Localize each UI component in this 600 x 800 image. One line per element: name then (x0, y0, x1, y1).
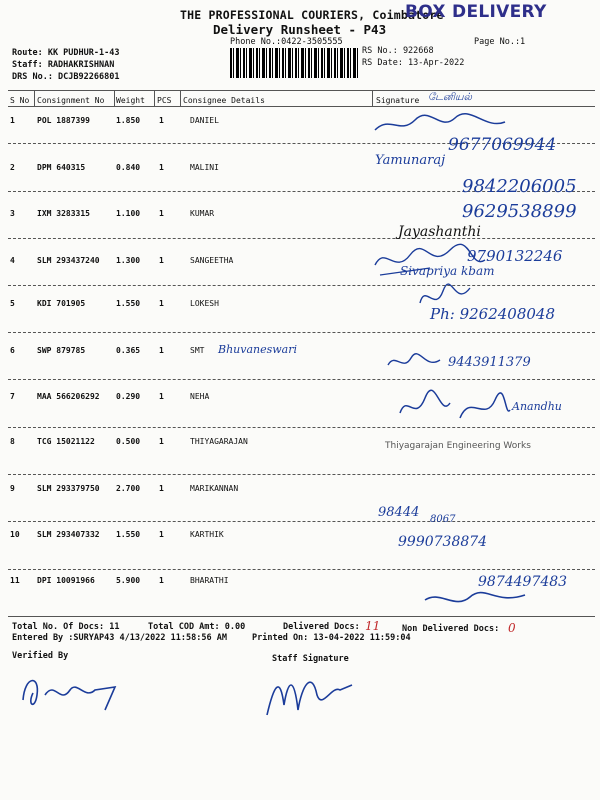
company-title: THE PROFESSIONAL COURIERS, Coimbatore (180, 8, 444, 22)
row-pcs: 1 (159, 437, 164, 446)
col-divider (114, 90, 115, 106)
staff-signature-label: Staff Signature (272, 654, 349, 664)
row-separator (8, 379, 595, 380)
row-separator (8, 332, 595, 333)
table-bottom-border (8, 616, 595, 617)
row-consignment: IXM 3283315 (37, 209, 90, 218)
row-consignment: DPM 640315 (37, 163, 86, 172)
row-consignee: SMT (190, 346, 205, 355)
handwritten-name: Jayashanthi (398, 224, 481, 240)
row-consignment: KDI 701905 (37, 299, 86, 308)
handwritten-phone: 9677069944 (448, 135, 557, 155)
row-sno: 2 (10, 163, 15, 172)
row-pcs: 1 (159, 346, 164, 355)
row-consignment: SLM 293379750 (37, 484, 100, 493)
row-separator (8, 238, 595, 239)
handwritten-phone: 9443911379 (448, 355, 531, 370)
handwritten-phone: 9790132246 (467, 247, 563, 265)
row-sno: 4 (10, 256, 15, 265)
row-pcs: 1 (159, 484, 164, 493)
verified-by-label: Verified By (12, 651, 69, 661)
row-separator (8, 474, 595, 475)
row-consignee: SANGEETHA (190, 256, 234, 265)
row-weight: 5.900 (116, 576, 141, 585)
handwritten-phone: Ph: 9262408048 (430, 305, 556, 323)
row-consignment: TCG 15021122 (37, 437, 95, 446)
row-sno: 10 (10, 530, 20, 539)
row-pcs: 1 (159, 299, 164, 308)
row-sno: 7 (10, 392, 15, 401)
route-label: Route: KK PUDHUR-1-43 (12, 48, 120, 58)
staff-label: Staff: RADHAKRISHNAN (12, 60, 115, 70)
rs-date: RS Date: 13-Apr-2022 (362, 58, 465, 68)
barcode (230, 48, 358, 78)
row-consignment: DPI 10091966 (37, 576, 95, 585)
row-pcs: 1 (159, 392, 164, 401)
row-consignee: NEHA (190, 392, 210, 401)
non-delivered-value: 0 (508, 621, 516, 635)
row-sno: 11 (10, 576, 20, 585)
phone-number: Phone No.:0422-3505555 (230, 37, 343, 47)
row-weight: 1.300 (116, 256, 141, 265)
signature-scribble (415, 283, 475, 313)
row-separator (8, 285, 595, 286)
total-cod: Total COD Amt: 0.00 (148, 622, 246, 632)
row-pcs: 1 (159, 163, 164, 172)
handwritten-name: Sivapriya kbam (400, 264, 495, 278)
col-header-weight: Weight (116, 96, 145, 105)
row-weight: 0.500 (116, 437, 141, 446)
box-delivery-stamp: BOX DELIVERY (405, 2, 547, 22)
handwritten-name: Yamunaraj (375, 153, 446, 168)
staff-signature (262, 665, 362, 725)
col-divider (34, 90, 35, 106)
row-pcs: 1 (159, 530, 164, 539)
row-consignment: SLM 293437240 (37, 256, 100, 265)
col-divider (372, 90, 373, 106)
row-separator (8, 521, 595, 522)
row-weight: 0.290 (116, 392, 141, 401)
handwritten-phone: 9874497483 (478, 574, 568, 590)
signature-scribble (395, 388, 515, 428)
handwritten-number: 98444 (378, 505, 420, 520)
row-sno: 5 (10, 299, 15, 308)
runsheet-title: Delivery Runsheet - P43 (213, 22, 387, 37)
entered-by: Entered By :SURYAP43 4/13/2022 11:58:56 AM (12, 633, 227, 643)
col-header-sno: S No (10, 96, 30, 105)
table-top-border (8, 90, 595, 91)
row-weight: 1.100 (116, 209, 141, 218)
verified-signature (15, 665, 125, 715)
handwritten-name: Bhuvaneswari (218, 343, 298, 356)
col-header-consignment: Consignment No (37, 96, 105, 105)
drs-number: DRS No.: DCJB92266801 (12, 72, 120, 82)
row-weight: 0.365 (116, 346, 141, 355)
row-pcs: 1 (159, 576, 164, 585)
row-sno: 1 (10, 116, 15, 125)
total-docs: Total No. Of Docs: 11 (12, 622, 120, 632)
row-sno: 8 (10, 437, 15, 446)
row-consignee: MALINI (190, 163, 219, 172)
row-consignment: SLM 293407332 (37, 530, 100, 539)
non-delivered-label: Non Delivered Docs: (402, 624, 500, 634)
row-consignee: KARTHIK (190, 530, 224, 539)
signature-scribble (370, 110, 510, 140)
signature-scribble (420, 585, 530, 615)
row-pcs: 1 (159, 256, 164, 265)
row-weight: 1.850 (116, 116, 141, 125)
row-weight: 2.700 (116, 484, 141, 493)
handwritten-phone: 9629538899 (462, 201, 577, 222)
delivered-docs-label: Delivered Docs: (283, 622, 360, 632)
signature-scribble (385, 350, 445, 375)
handwritten-name: Anandhu (512, 400, 562, 413)
delivered-docs-value: 11 (365, 619, 381, 633)
row-sno: 9 (10, 484, 15, 493)
handwritten-signature-head: டேனியல் (428, 92, 472, 103)
row-consignee: DANIEL (190, 116, 219, 125)
row-consignment: MAA 566206292 (37, 392, 100, 401)
col-header-consignee: Consignee Details (183, 96, 265, 105)
table-header-border (8, 106, 595, 107)
row-weight: 1.550 (116, 299, 141, 308)
handwritten-phone: 9990738874 (398, 534, 488, 550)
row-pcs: 1 (159, 209, 164, 218)
row-consignment: POL 1887399 (37, 116, 90, 125)
row-weight: 0.840 (116, 163, 141, 172)
row-consignee: THIYAGARAJAN (190, 437, 248, 446)
row-consignee: MARIKANNAN (190, 484, 239, 493)
rs-number: RS No.: 922668 (362, 46, 434, 56)
row-consignee: BHARATHI (190, 576, 229, 585)
col-divider (180, 90, 181, 106)
signature-scribble (370, 240, 490, 280)
handwritten-number: 8067 (430, 514, 456, 525)
row-consignment: SWP 879785 (37, 346, 86, 355)
page-number: Page No.:1 (474, 37, 526, 47)
company-stamp-text: Thiyagarajan Engineering Works (385, 441, 531, 451)
row-weight: 1.550 (116, 530, 141, 539)
row-separator (8, 569, 595, 570)
row-consignee: LOKESH (190, 299, 219, 308)
row-sno: 6 (10, 346, 15, 355)
row-consignee: KUMAR (190, 209, 215, 218)
handwritten-phone: 9842206005 (462, 176, 577, 197)
row-pcs: 1 (159, 116, 164, 125)
row-sno: 3 (10, 209, 15, 218)
col-divider (154, 90, 155, 106)
col-header-pcs: PCS (157, 96, 172, 105)
col-header-signature: Signature (376, 96, 420, 105)
printed-on: Printed On: 13-04-2022 11:59:04 (252, 633, 411, 643)
